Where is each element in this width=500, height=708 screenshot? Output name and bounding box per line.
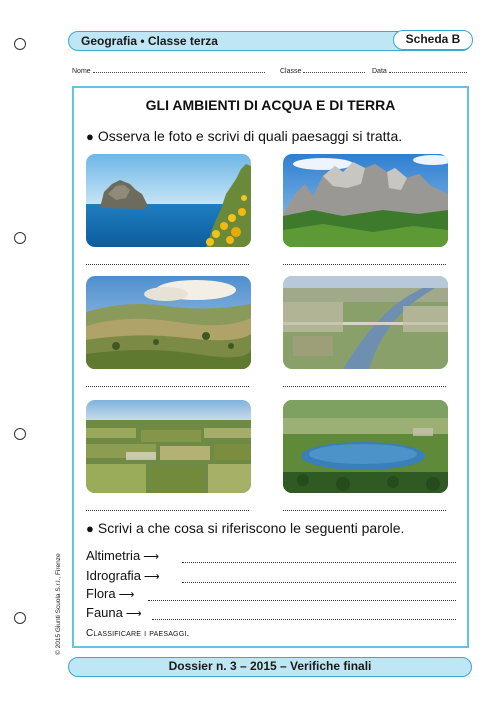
binder-hole — [14, 38, 26, 50]
answer-line[interactable] — [148, 600, 456, 601]
copyright-text: © 2015 Giunti Scuola S.r.l., Firenze — [55, 553, 62, 655]
answer-line[interactable] — [283, 384, 446, 387]
answer-line[interactable] — [152, 619, 456, 620]
name-label: Nome — [72, 68, 91, 75]
name-field[interactable] — [72, 66, 265, 75]
worksheet-frame — [72, 86, 469, 648]
photo-plain — [86, 400, 251, 493]
answer-line[interactable] — [86, 508, 249, 511]
arrow-icon: ⟶ — [143, 571, 160, 583]
photo-lake — [283, 400, 448, 493]
answer-line[interactable] — [86, 384, 249, 387]
worksheet-title: GLI AMBIENTI DI ACQUA E DI TERRA — [145, 97, 396, 113]
answer-line[interactable] — [182, 582, 456, 583]
photo-hills — [86, 276, 251, 369]
bullet-icon: ● — [86, 521, 94, 536]
term-row-altimetria[interactable] — [86, 548, 456, 566]
arrow-icon: ⟶ — [125, 608, 142, 620]
answer-line[interactable] — [182, 562, 456, 563]
arrow-icon: ⟶ — [143, 551, 159, 563]
header-title: Geografia • Classe terza — [81, 34, 218, 48]
header-bar — [68, 31, 472, 51]
term-label: Altimetria — [86, 548, 141, 563]
answer-line[interactable] — [86, 262, 249, 265]
term-row-idrografia[interactable] — [86, 568, 456, 586]
footer-bar: Dossier n. 3 – 2015 – Verifiche finali — [68, 657, 472, 677]
class-label: Classe — [280, 68, 302, 75]
photo-sea — [86, 154, 251, 247]
term-label: Fauna — [86, 605, 123, 620]
instruction-photos: ● Osserva le foto e scrivi di quali paesaggi si tratta. — [86, 128, 403, 144]
scheda-badge: Scheda B — [393, 30, 473, 50]
binder-hole — [14, 612, 26, 624]
binder-hole — [14, 232, 26, 244]
instruction-terms: ● Scrivi a che cosa si riferiscono le seguenti parole. — [86, 520, 405, 536]
term-row-fauna[interactable] — [86, 605, 456, 623]
answer-line[interactable] — [283, 508, 446, 511]
term-label: Flora — [86, 586, 116, 601]
date-field[interactable] — [372, 66, 467, 75]
objective-note: Classificare i paesaggi. — [86, 628, 190, 639]
term-label: Idrografia — [86, 568, 141, 583]
arrow-icon: ⟶ — [118, 589, 135, 601]
bullet-icon: ● — [86, 129, 94, 144]
class-field[interactable] — [280, 66, 365, 75]
photo-river — [283, 276, 448, 369]
answer-line[interactable] — [283, 262, 446, 265]
photo-mountains — [283, 154, 448, 247]
term-row-flora[interactable] — [86, 586, 456, 604]
binder-hole — [14, 428, 26, 440]
date-label: Data — [372, 68, 387, 75]
